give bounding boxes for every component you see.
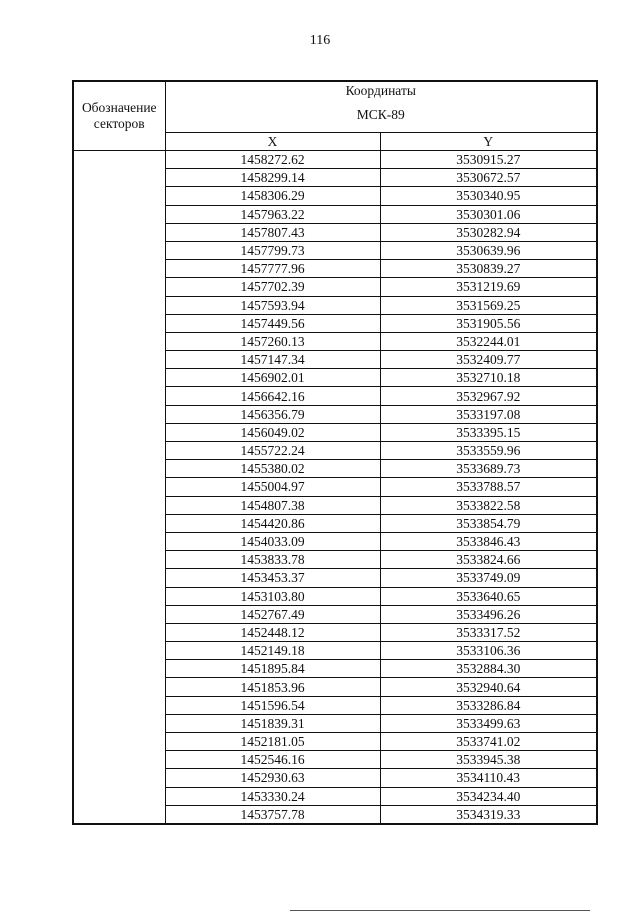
x-cell: 1457593.94 [165,296,380,314]
sector-cell [73,551,165,569]
table-row [73,733,597,751]
y-cell: 3533741.02 [380,733,597,751]
x-cell: 1457449.56 [165,314,380,332]
sector-cell [73,751,165,769]
y-cell: 3533106.36 [380,642,597,660]
sector-cell [73,514,165,532]
x-cell: 1456902.01 [165,369,380,387]
sector-cell [73,660,165,678]
sector-cell [73,496,165,514]
x-cell: 1454033.09 [165,532,380,550]
table-row [73,460,597,478]
sector-cell [73,623,165,641]
sector-cell [73,278,165,296]
y-cell: 3533395.15 [380,423,597,441]
sector-cell [73,532,165,550]
sector-cell [73,332,165,350]
y-cell: 3533788.57 [380,478,597,496]
x-cell: 1452546.16 [165,751,380,769]
coordinates-table [72,80,598,825]
x-cell: 1455722.24 [165,442,380,460]
table-row [73,369,597,387]
x-column-header: X [165,133,380,151]
x-cell: 1457147.34 [165,351,380,369]
sector-cell [73,187,165,205]
table-row [73,587,597,605]
table-header [73,81,597,151]
sector-cell [73,442,165,460]
x-cell: 1457702.39 [165,278,380,296]
sector-cell [73,151,165,169]
table-row [73,551,597,569]
y-cell: 3533822.58 [380,496,597,514]
x-cell: 1455380.02 [165,460,380,478]
coordinates-header [165,81,597,133]
sector-cell [73,605,165,623]
table-row [73,169,597,187]
x-cell: 1458299.14 [165,169,380,187]
x-cell: 1453757.78 [165,805,380,824]
x-cell: 1457963.22 [165,205,380,223]
sector-cell [73,387,165,405]
sector-cell [73,169,165,187]
x-cell: 1453330.24 [165,787,380,805]
sector-cell [73,678,165,696]
sector-cell [73,296,165,314]
y-cell: 3530340.95 [380,187,597,205]
y-cell: 3533317.52 [380,623,597,641]
y-cell: 3531569.25 [380,296,597,314]
sector-cell [73,587,165,605]
sector-cell [73,260,165,278]
sector-cell [73,460,165,478]
table-row [73,151,597,169]
y-cell: 3532884.30 [380,660,597,678]
x-cell: 1451895.84 [165,660,380,678]
sector-cell [73,478,165,496]
y-cell: 3533499.63 [380,714,597,732]
table-row [73,696,597,714]
y-cell: 3530282.94 [380,223,597,241]
table-row [73,405,597,423]
x-cell: 1453453.37 [165,569,380,587]
table-row [73,442,597,460]
x-cell: 1451839.31 [165,714,380,732]
sector-cell [73,369,165,387]
sector-header: Обозначение секторов [73,81,165,151]
y-cell: 3532244.01 [380,332,597,350]
table-row [73,787,597,805]
y-cell: 3532967.92 [380,387,597,405]
table-row [73,387,597,405]
x-cell: 1452767.49 [165,605,380,623]
table-row [73,751,597,769]
table-row [73,187,597,205]
y-cell: 3530839.27 [380,260,597,278]
sector-cell [73,714,165,732]
y-cell: 3533197.08 [380,405,597,423]
table-row [73,569,597,587]
y-cell: 3532940.64 [380,678,597,696]
table-row [73,241,597,259]
table-body [73,151,597,824]
x-cell: 1457260.13 [165,332,380,350]
table-row [73,769,597,787]
sector-cell [73,787,165,805]
sector-cell [73,642,165,660]
table-row [73,642,597,660]
y-cell: 3533846.43 [380,532,597,550]
table-row [73,514,597,532]
table-row [73,351,597,369]
x-cell: 1452149.18 [165,642,380,660]
sector-cell [73,241,165,259]
y-cell: 3533640.65 [380,587,597,605]
y-cell: 3533824.66 [380,551,597,569]
table-row [73,332,597,350]
y-cell: 3534110.43 [380,769,597,787]
x-cell: 1454420.86 [165,514,380,532]
y-cell: 3534234.40 [380,787,597,805]
sector-cell [73,314,165,332]
sector-cell [73,223,165,241]
x-cell: 1453833.78 [165,551,380,569]
table-row [73,660,597,678]
table-row [73,605,597,623]
y-cell: 3532409.77 [380,351,597,369]
table-row [73,478,597,496]
y-cell: 3530301.06 [380,205,597,223]
table-row [73,678,597,696]
x-cell: 1456642.16 [165,387,380,405]
sector-cell [73,205,165,223]
table-row [73,623,597,641]
sector-cell [73,733,165,751]
sector-cell [73,423,165,441]
y-cell: 3531905.56 [380,314,597,332]
x-cell: 1453103.80 [165,587,380,605]
sector-cell [73,696,165,714]
sector-cell [73,351,165,369]
x-cell: 1455004.97 [165,478,380,496]
table-row [73,532,597,550]
x-cell: 1456356.79 [165,405,380,423]
x-cell: 1452448.12 [165,623,380,641]
y-cell: 3533689.73 [380,460,597,478]
table-row [73,296,597,314]
sector-cell [73,569,165,587]
table-row [73,423,597,441]
x-cell: 1457799.73 [165,241,380,259]
table-row [73,278,597,296]
y-cell: 3530915.27 [380,151,597,169]
table-row [73,496,597,514]
coordinate-system-label: МСК-89 [356,107,405,122]
y-cell: 3533286.84 [380,696,597,714]
x-cell: 1454807.38 [165,496,380,514]
x-cell: 1458272.62 [165,151,380,169]
x-cell: 1457777.96 [165,260,380,278]
page-number: 116 [309,33,331,48]
y-cell: 3534319.33 [380,805,597,824]
y-cell: 3530639.96 [380,241,597,259]
x-cell: 1456049.02 [165,423,380,441]
x-cell: 1458306.29 [165,187,380,205]
x-cell: 1452930.63 [165,769,380,787]
x-cell: 1451853.96 [165,678,380,696]
y-cell: 3531219.69 [380,278,597,296]
table-row [73,260,597,278]
x-cell: 1452181.05 [165,733,380,751]
table-row [73,314,597,332]
sector-cell [73,805,165,824]
page-bottom-line [290,910,590,911]
table-row [73,223,597,241]
y-cell: 3533749.09 [380,569,597,587]
y-cell: 3533559.96 [380,442,597,460]
sector-cell [73,405,165,423]
y-cell: 3533945.38 [380,751,597,769]
y-cell: 3533854.79 [380,514,597,532]
y-cell: 3533496.26 [380,605,597,623]
x-cell: 1451596.54 [165,696,380,714]
y-cell: 3532710.18 [380,369,597,387]
y-cell: 3530672.57 [380,169,597,187]
table-row [73,205,597,223]
y-column-header: Y [380,133,597,151]
sector-cell [73,769,165,787]
table-row [73,805,597,824]
x-cell: 1457807.43 [165,223,380,241]
coordinates-header-label: Координаты [345,83,416,98]
table-row [73,714,597,732]
